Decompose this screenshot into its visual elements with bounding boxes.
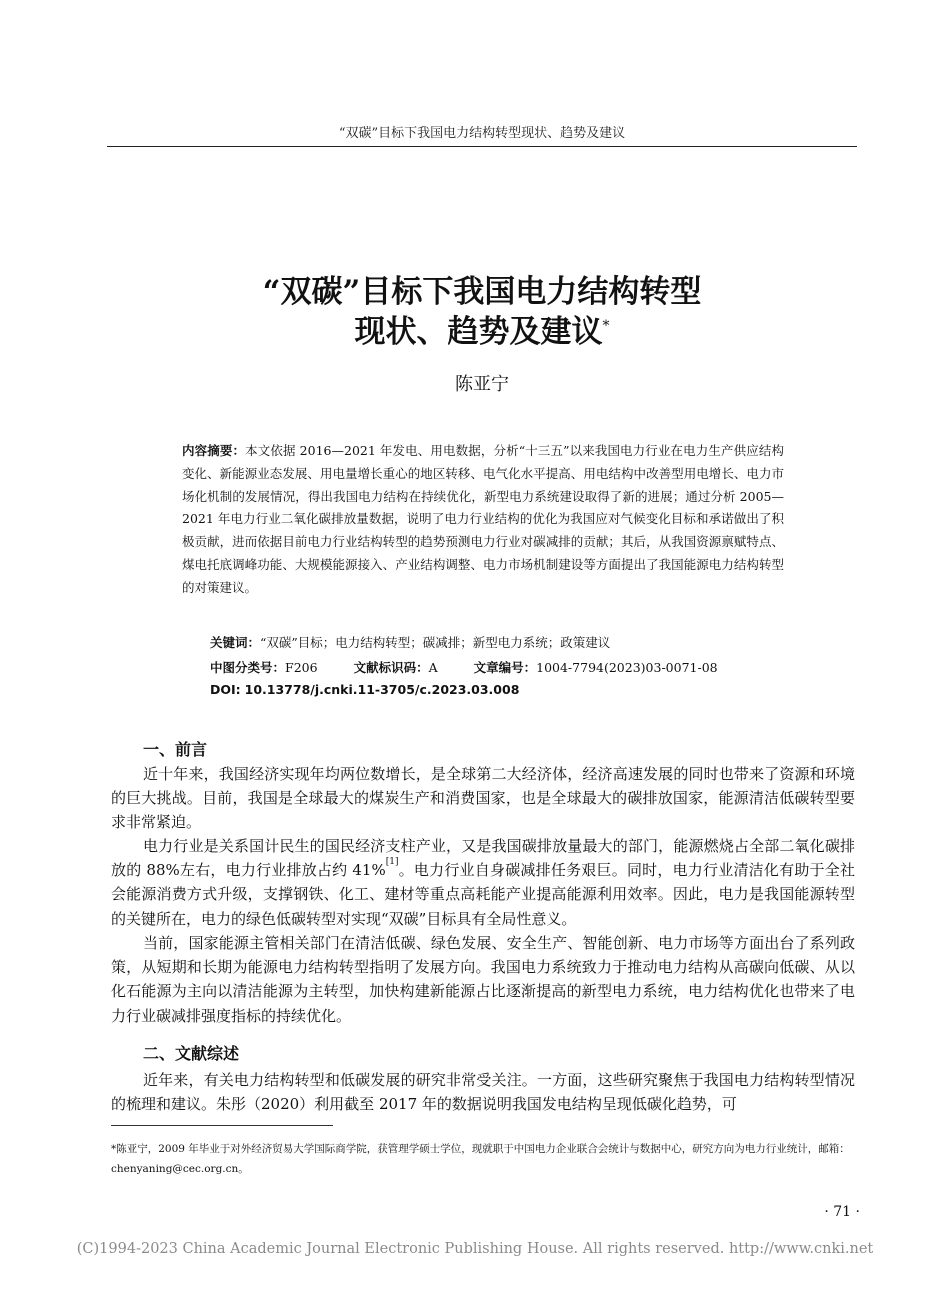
paragraph-text: 。电力行业自身碳减排任务艰巨。同时，电力行业清洁化有助于全社会能源消费方式升级，支撑钢铁、化工、建材等重点高耗能产业提高能源利用效率。因此，电力是我国能源转型的关键所在，电力的绿色低碳转型对实现“双碳”目标具有全局性意义。: [111, 861, 855, 928]
clc-value: F206: [285, 660, 318, 675]
keywords: [210, 633, 790, 651]
clc-number: [210, 660, 318, 675]
running-header: “双碳”目标下我国电力结构转型现状、趋势及建议: [338, 126, 626, 141]
author-name: 陈亚宁: [455, 374, 509, 395]
copyright-notice: (C)1994-2023 China Academic Journal Electronic Publishing House. All rights reserved. http://www.cnki.net: [76, 1241, 874, 1257]
article-title-line2-text: 现状、趋势及建议: [354, 314, 603, 350]
keywords-text: “双碳”目标；电力结构转型；碳减排；新型电力系统；政策建议: [260, 635, 611, 650]
abstract: [182, 440, 784, 600]
title-footnote-mark: *: [602, 318, 610, 334]
article-value: 1004-7794(2023)03-0071-08: [536, 660, 718, 675]
classification-line: [210, 658, 790, 676]
paragraph: 近十年来，我国经济实现年均两位数增长，是全球第二大经济体，经济高速发展的同时也带来了资源和环境的巨大挑战。目前，我国是全球最大的煤炭生产和消费国家，也是全球最大的碳排放国家，能源清洁低碳转型要求非常紧迫。: [111, 765, 855, 832]
article-number: [474, 660, 718, 675]
paragraph: 当前，国家能源主管相关部门在清洁低碳、绿色发展、安全生产、智能创新、电力市场等方面出台了系列政策，从短期和长期为能源电力结构转型指明了发展方向。我国电力系统致力于推动电力结构从高碳向低碳、从以化石能源为主向以清洁能源为主转型，加快构建新能源占比逐渐提高的新型电力系统，电力结构优化也带来了电力行业碳减排强度指标的持续优化。: [111, 934, 855, 1025]
page-number: · 71 ·: [824, 1204, 860, 1220]
paragraph-text: 电力行业是关系国计民生的国民经济支柱产业，又是我国碳排放量最大的部门，能源燃烧占全部二氧化碳排放的 88%左右，电力行业排放占约 41%: [111, 837, 855, 880]
doi-value: 10.13778/j.cnki.11-3705/c.2023.03.008: [244, 682, 520, 697]
doi-label: DOI:: [210, 682, 241, 697]
clc-label: 中图分类号：: [210, 660, 286, 675]
section-heading-introduction: 一、前言: [143, 740, 208, 759]
footnote: *陈亚宁，2009 年毕业于对外经济贸易大学国际商学院，获管理学硕士学位，现就职于中国电力企业联合会统计与数据中心，研究方向为电力行业统计，邮箱：chenyaning@cec.org.cn。: [111, 1143, 850, 1175]
abstract-label: 内容摘要：: [182, 443, 246, 458]
document-code: [354, 660, 438, 675]
article-title-line2: [107, 312, 857, 352]
doc-value: A: [428, 660, 438, 675]
article-title-line1: “双碳”目标下我国电力结构转型: [262, 274, 702, 310]
article-label: 文章编号：: [473, 660, 537, 675]
paragraph: 近年来，有关电力结构转型和低碳发展的研究非常受关注。一方面，这些研究聚焦于我国电力结构转型情况的梳理和建议。朱彤（2020）利用截至 2017 年的数据说明我国发电结构呈现低碳化趋势，可: [111, 1071, 855, 1114]
footnote-rule: [111, 1125, 333, 1126]
keywords-label: 关键词：: [210, 635, 261, 650]
abstract-text: 本文依据 2016—2021 年发电、用电数据，分析“十三五”以来我国电力行业在电力生产供应结构变化、新能源业态发展、用电量增长重心的地区转移、电气化水平提高、用电结构中改善型用电增长、电力市场化机制的发展情况，得出我国电力结构在持续优化，新型电力系统建设取得了新的进展；通过分析 2005—2021 年电力行业二氧化碳排放量数据，说明了电力行业结构的优化为我国应对气候变化目标和承诺做出了积极贡献，进而依据目前电力行业结构转型的趋势预测电力行业对碳减排的贡献；其后，从我国资源禀赋特点、煤电托底调峰功能、大规模能源接入、产业结构调整、电力市场机制建设等方面提出了我国能源电力结构转型的对策建议。: [182, 443, 784, 595]
paragraph: [111, 834, 855, 931]
section-heading-literature-review: 二、文献综述: [143, 1044, 240, 1063]
doc-label: 文献标识码：: [353, 660, 429, 675]
citation-reference[interactable]: [1]: [385, 857, 399, 868]
header-rule: [107, 146, 857, 147]
doi-line: [210, 682, 790, 697]
